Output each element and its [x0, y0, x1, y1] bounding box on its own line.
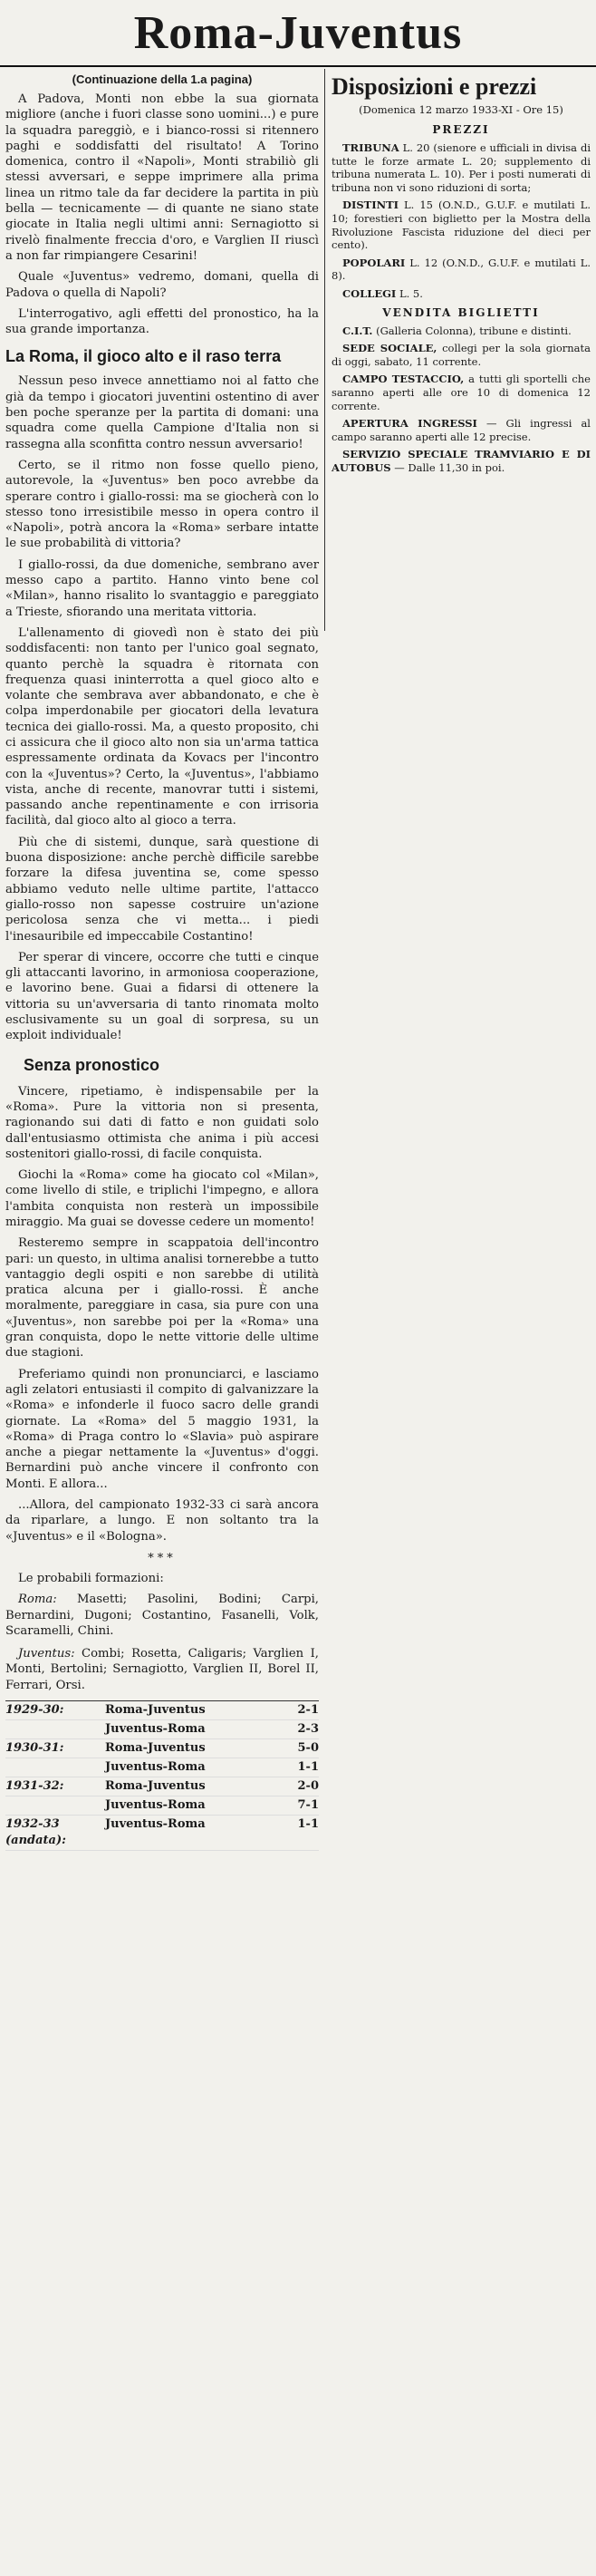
results-match: Juventus-Roma: [105, 1798, 206, 1813]
results-row: [5, 1796, 319, 1816]
results-season: 1929-30:: [5, 1703, 64, 1718]
article-paragraph: Certo, se il ritmo non fosse quello pieno, autorevole, la «Juventus» ben poco avrebbe da sperare contro i giallo-rossi: ma se giocherà con lo stesso tono irresistibile messo in opera contro il «Napoli», potrà ancora la «Roma» serbare intatte le sue probabilità di vittoria?: [5, 458, 319, 551]
results-table: [5, 1700, 319, 1851]
article-paragraph: Per sperar di vincere, occorre che tutti e cinque gli attaccanti lavorino, in armoniosa cooperazione, e lavorino bene. Guai a fidarsi di ottenere la vittoria su un'avversaria di tanto rinomata molto esclusivamente su un goal di sorpresa, su un exploit individuale!: [5, 950, 319, 1043]
results-season: 1931-32:: [5, 1779, 64, 1794]
results-season: 1932-33 (andata):: [5, 1817, 66, 1848]
sales-label: APERTURA INGRESSI: [342, 417, 477, 431]
lineup-players: Combi; Rosetta, Caligaris; Varglien I, Monti, Bertolini; Sernagiotto, Varglien II, Borel II, Ferrari, Orsi.: [5, 1647, 319, 1692]
article-paragraph: I giallo-rossi, da due domeniche, sembrano aver messo capo a partito. Hanno vinto bene col «Milan», hanno risalito lo svantaggio e pareggiato a Trieste, sfiorando una meritata vittoria.: [5, 557, 319, 619]
results-season: 1930-31:: [5, 1741, 64, 1756]
price-label: TRIBUNA: [342, 141, 399, 154]
lineup-team: Roma:: [18, 1593, 57, 1607]
results-match: Roma-Juventus: [105, 1741, 206, 1756]
results-match: Juventus-Roma: [105, 1722, 206, 1737]
results-score: 2-1: [297, 1703, 319, 1718]
lineup-roma: [5, 1592, 319, 1639]
article-paragraph: Giochi la «Roma» come ha giocato col «Milan», come livello di stile, e triplichi l'impegno, e allora l'ambita conquista non resterà un impossibile miraggio. Ma guai se dovesse cedere un momento!: [5, 1168, 319, 1229]
sales-item: [332, 324, 591, 338]
results-row: [5, 1701, 319, 1720]
results-score: 5-0: [297, 1741, 319, 1756]
results-row: [5, 1720, 319, 1739]
article-paragraph: ...Allora, del campionato 1932-33 ci sarà ancora da riparlare, a lungo. E non soltanto tra la «Juventus» e il «Bologna».: [5, 1498, 319, 1544]
article-paragraph: Quale «Juventus» vedremo, domani, quella di Padova o quella di Napoli?: [5, 270, 319, 300]
sales-label: SERVIZIO SPECIALE TRAMVIARIO E DI AUTOBUS: [332, 448, 591, 474]
section-separator: ***: [148, 1551, 177, 1565]
sidebar-date: (Domenica 12 marzo 1933-XI - Ore 15): [359, 103, 563, 116]
article-paragraph: Preferiamo quindi non pronunciarci, e lasciamo agli zelatori entusiasti il compito di galvanizzare la «Roma» e infonderle il fuoco sacro delle grandi giornate. La «Roma» del 5 maggio 1931, la «Roma» di Praga contro lo «Slavia» può aspirare anche a piegar nettamente la «Juventus» d'oggi. Bernardini può anche vincere il confronto con Monti. E allora...: [5, 1367, 319, 1491]
results-score: 1-1: [297, 1817, 319, 1832]
price-text: L. 15 (O.N.D., G.U.F. e mutilati L. 10; forestieri con biglietto per la Mostra della Rivoluzione Fascista riduzione del dieci per cento).: [332, 199, 591, 252]
section-heading: Senza pronostico: [24, 1055, 160, 1074]
sales-text: a tutti gli sportelli che saranno aperti alle ore 10 di domenica 12 corrente.: [332, 373, 591, 412]
sales-label: C.I.T.: [342, 324, 373, 337]
sales-text: (Galleria Colonna), tribune e distinti.: [376, 324, 572, 337]
page-title: Roma-Juventus: [133, 6, 463, 59]
price-item: [332, 287, 591, 301]
article-column: [5, 73, 319, 1851]
masthead: [0, 0, 596, 67]
price-label: DISTINTI: [342, 199, 399, 212]
price-label: COLLEGI: [342, 286, 397, 300]
results-match: Roma-Juventus: [105, 1703, 206, 1718]
price-item: [332, 141, 591, 194]
results-match: Roma-Juventus: [105, 1779, 206, 1794]
lineup-team: Juventus:: [18, 1647, 75, 1661]
sales-label: CAMPO TESTACCIO,: [342, 373, 465, 386]
lineup-juventus: [5, 1646, 319, 1693]
column-divider: [324, 69, 325, 631]
article-paragraph: Vincere, ripetiamo, è indispensabile per la «Roma». Pure la vittoria non si presenta, ragionando sui dati di fatto e non guidati solo dall'entusiasmo ottimista che anima i più accesi sostenitori giallo-rossi, di facile conquista.: [5, 1084, 319, 1161]
article-paragraph: Più che di sistemi, dunque, sarà questione di buona disposizione: anche perchè difficile sarebbe forzare la difesa juventina se, come spesso abbiamo veduto nelle ultime partite, l'attacco giallo-rosso non sapesse costruire un'azione pericolosa senza che vi metta... i piedi l'inesauribile ed impeccabile Costantino!: [5, 835, 319, 944]
sales-item: [332, 448, 591, 474]
results-score: 7-1: [297, 1798, 319, 1813]
results-match: Juventus-Roma: [105, 1760, 206, 1775]
results-row: [5, 1777, 319, 1796]
sales-text: collegi per la sola giornata di oggi, sabato, 11 corrente.: [332, 342, 591, 368]
sidebar-title: Disposizioni e prezzi: [332, 73, 537, 100]
article-paragraph: Nessun peso invece annettiamo noi al fatto che già da tempo i giocatori juventini ostentino di aver ben poche speranze per la partita di domani: una squadra come quella Campione d'Italia non si rassegna alla sconfitta contro nessun avversario!: [5, 374, 319, 451]
results-score: 2-3: [297, 1722, 319, 1737]
sales-heading: VENDITA BIGLIETTI: [382, 305, 540, 319]
article-paragraph: A Padova, Monti non ebbe la sua giornata migliore (anche i fuori classe sono uomini...) e pure la squadra pareggiò, e i bianco-rossi si ritennero paghi e soddisfatti del risultato! A Torino domenica, contro il «Napoli», Monti strabiliò gli stessi avversari, e seppe imprimere alla prima linea un ritmo tale da far decidere la partita in più bella — tecnicamente — di quante ne siano state giocate in Italia negli ultimi anni: Sernagiotto si rivelò finalmente freccia d'oro, e Varglien II riuscì a non far rimpiangere Cesarini!: [5, 92, 319, 263]
price-item: [332, 257, 591, 283]
article-paragraph: Resteremo sempre in scappatoia dell'incontro pari: un questo, in ultima analisi tornerebbe a tutto vantaggio degli ospiti e non sarebbe di utilità pratica alcuna per i giallo-rossi. È anche moralmente, pareggiare in casa, sia pure con una «Juventus», non sarebbe poi per la «Roma» una gran conquista, dopo le nette vittorie delle ultime due stagioni.: [5, 1236, 319, 1361]
price-text: L. 12 (O.N.D., G.U.F. e mutilati L. 8).: [332, 256, 591, 283]
price-text: L. 5.: [399, 286, 423, 300]
results-match: Juventus-Roma: [105, 1817, 206, 1832]
lineup-players: Masetti; Pasolini, Bodini; Carpi, Bernardini, Dugoni; Costantino, Fasanelli, Volk, Scaramelli, Chini.: [5, 1593, 319, 1638]
results-row: [5, 1758, 319, 1777]
results-score: 2-0: [297, 1779, 319, 1794]
sidebar-box: [332, 73, 591, 479]
price-text: L. 20 (sienore e ufficiali in divisa di tutte le forze armate L. 20; supplemento di tribuna numerata L. 10). Per i posti numerati di tribuna non vi sono riduzioni di sorta;: [332, 141, 591, 194]
lineups-title: Le probabili formazioni:: [18, 1571, 164, 1585]
prices-heading: PREZZI: [432, 123, 490, 136]
article-paragraph: L'interrogativo, agli effetti del pronostico, ha la sua grande importanza.: [5, 306, 319, 337]
sales-text: — Gli ingressi al campo saranno aperti alle 12 precise.: [332, 417, 591, 443]
price-label: POPOLARI: [342, 256, 406, 269]
sales-item: [332, 373, 591, 412]
sales-text: — Dalle 11,30 in poi.: [394, 460, 505, 474]
results-score: 1-1: [297, 1760, 319, 1775]
sales-item: [332, 417, 591, 443]
price-item: [332, 199, 591, 251]
section-heading: La Roma, il gioco alto e il raso terra: [5, 347, 282, 366]
sales-label: SEDE SOCIALE,: [342, 342, 437, 355]
continuation-note: (Continuazione della 1.a pagina): [72, 73, 253, 86]
results-row: [5, 1816, 319, 1851]
article-paragraph: L'allenamento di giovedì non è stato dei più soddisfacenti: non tanto per l'unico goal segnato, quanto perchè la squadra è ritornata con frequenza quasi ininterrotta a quel gioco alto e volante che sembrava aver abbandonato, e che è colpa imperdonabile per giocatori della levatura tecnica dei giallo-rossi. Ma, a questo proposito, chi ci assicura che il gioco alto non sia un'arma tattica espressamente ordinata da Kovacs per l'incontro con la «Juventus»? Certo, la «Juventus», l'abbiamo vista, anche di recente, manovrar tutti i sistemi, passando anche repentinamente e con irrisoria facilità, dal gioco alto al gioco a terra.: [5, 625, 319, 828]
results-row: [5, 1739, 319, 1758]
sales-item: [332, 342, 591, 368]
